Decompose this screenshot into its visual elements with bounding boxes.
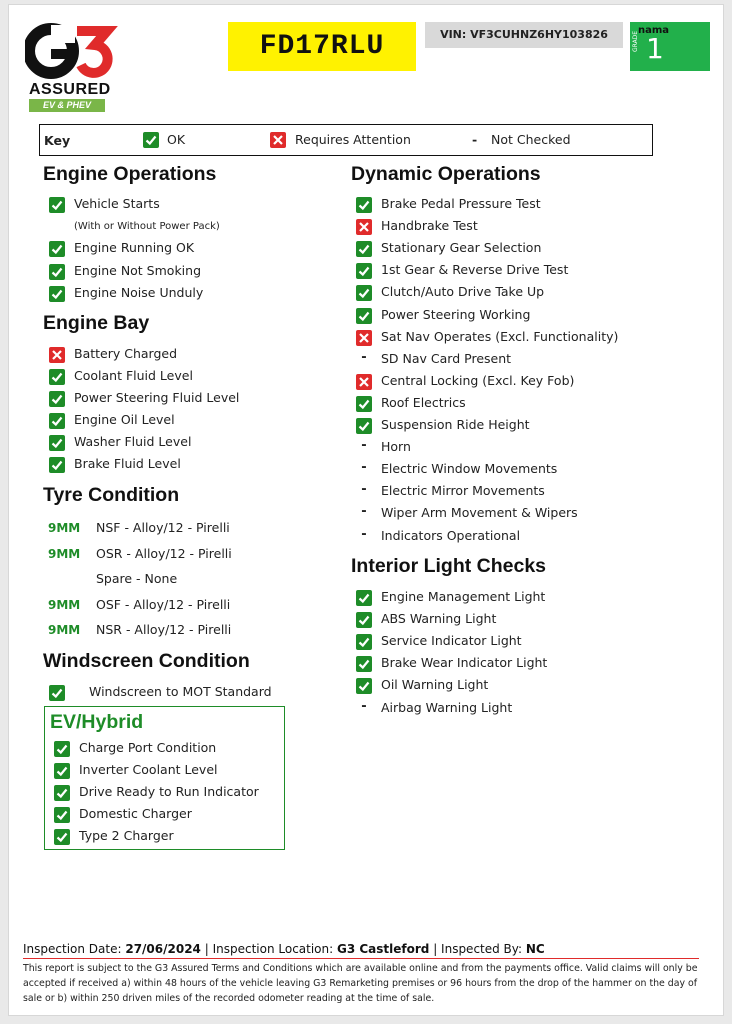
check-icon bbox=[49, 197, 65, 213]
check-icon bbox=[356, 308, 372, 324]
check-item-label: Brake Fluid Level bbox=[74, 456, 181, 471]
check-item-label: Vehicle Starts bbox=[74, 196, 160, 211]
cross-icon bbox=[356, 374, 372, 390]
check-icon bbox=[356, 634, 372, 650]
inspection-date: 27/06/2024 bbox=[125, 942, 201, 956]
check-icon bbox=[356, 612, 372, 628]
check-icon bbox=[49, 435, 65, 451]
key-attention: Requires Attention bbox=[295, 132, 411, 147]
check-item-label: Inverter Coolant Level bbox=[79, 762, 218, 778]
logo-assured-text: ASSURED bbox=[29, 81, 111, 98]
check-icon bbox=[54, 741, 70, 757]
check-item-label: Power Steering Working bbox=[381, 306, 531, 322]
check-item-label: 1st Gear & Reverse Drive Test bbox=[381, 262, 569, 278]
check-icon bbox=[49, 241, 65, 257]
cross-icon bbox=[356, 330, 372, 346]
tyre-description: Spare - None bbox=[96, 571, 178, 586]
date-label: Inspection Date: bbox=[23, 942, 126, 956]
vin-number: VIN: VF3CUHNZ6HY103826 bbox=[425, 22, 623, 48]
check-item-label: Suspension Ride Height bbox=[381, 417, 530, 432]
tyre-description: NSR - Alloy/12 - Pirelli bbox=[96, 622, 232, 637]
check-item-label: Power Steering Fluid Level bbox=[74, 390, 240, 405]
check-item-label: Oil Warning Light bbox=[381, 677, 489, 693]
dash-icon: - bbox=[361, 349, 367, 365]
check-icon bbox=[54, 807, 70, 823]
check-icon bbox=[49, 413, 65, 429]
tyre-description: OSR - Alloy/12 - Pirelli bbox=[96, 546, 232, 561]
check-icon bbox=[356, 590, 372, 606]
dash-icon: - bbox=[361, 698, 367, 714]
check-item-label: SD Nav Card Present bbox=[381, 350, 512, 366]
check-icon bbox=[54, 829, 70, 845]
tyre-tread-depth: 9MM bbox=[48, 521, 81, 535]
dash-icon: - bbox=[361, 526, 367, 542]
check-icon bbox=[49, 685, 65, 701]
location-label: | Inspection Location: bbox=[200, 942, 337, 956]
dash-icon: - bbox=[361, 460, 367, 476]
check-item-label: Washer Fluid Level bbox=[74, 434, 192, 449]
check-item-label: Indicators Operational bbox=[381, 527, 521, 543]
check-item-label: Brake Wear Indicator Light bbox=[381, 655, 548, 671]
dynamic-operations-title: Dynamic Operations bbox=[351, 163, 541, 185]
check-icon bbox=[54, 785, 70, 801]
cross-icon bbox=[270, 132, 286, 148]
check-icon bbox=[49, 264, 65, 280]
check-item-label: Wiper Arm Movement & Wipers bbox=[381, 505, 578, 521]
check-icon bbox=[356, 656, 372, 672]
check-item-label: ABS Warning Light bbox=[381, 611, 497, 627]
check-item-label: Domestic Charger bbox=[79, 806, 192, 822]
check-item-label: Airbag Warning Light bbox=[381, 699, 513, 715]
check-icon bbox=[49, 457, 65, 473]
dash-icon: - bbox=[361, 438, 367, 454]
check-item-label: Service Indicator Light bbox=[381, 633, 522, 649]
check-item-label: Engine Not Smoking bbox=[74, 262, 202, 278]
check-item-label: Central Locking (Excl. Key Fob) bbox=[381, 372, 575, 388]
check-icon bbox=[49, 391, 65, 407]
check-item-label: Sat Nav Operates (Excl. Functionality) bbox=[381, 328, 619, 344]
grade-label: GRADE bbox=[632, 30, 639, 52]
check-item-label: Handbrake Test bbox=[381, 218, 478, 234]
check-icon bbox=[356, 678, 372, 694]
check-icon bbox=[143, 132, 159, 148]
check-icon bbox=[54, 763, 70, 779]
ev-hybrid-title: EV/Hybrid bbox=[50, 711, 144, 733]
tyre-condition-title: Tyre Condition bbox=[43, 484, 180, 506]
check-icon bbox=[356, 285, 372, 301]
check-item-label: Coolant Fluid Level bbox=[74, 368, 193, 383]
dash-icon: - bbox=[472, 132, 478, 147]
key-label: Key bbox=[44, 133, 71, 148]
check-icon bbox=[49, 286, 65, 302]
terms-text: This report is subject to the G3 Assured Terms and Conditions which are available online and from the payments office. Valid claims will only be accepted if received a) within 48 hours of the vehicle leaving G3 Remarketing premises or 96 hours from the drop of the hammer on the day of sale or b) within 250 driven miles of the recorded odometer reading at the time of sale. bbox=[23, 963, 698, 1004]
nama-grade-badge bbox=[630, 22, 710, 71]
tyre-tread-depth: 9MM bbox=[48, 598, 81, 612]
registration-plate: FD17RLU bbox=[228, 22, 416, 71]
inspector: NC bbox=[525, 942, 545, 956]
grade-org: nama bbox=[638, 25, 670, 36]
check-icon bbox=[356, 197, 372, 213]
check-item-label: Brake Pedal Pressure Test bbox=[381, 196, 541, 211]
tyre-tread-depth: 9MM bbox=[48, 547, 81, 561]
check-item-label: (With or Without Power Pack) bbox=[74, 221, 220, 233]
check-item-label: Engine Management Light bbox=[381, 589, 546, 604]
cross-icon bbox=[356, 219, 372, 235]
check-icon bbox=[356, 418, 372, 434]
interior-lights-title: Interior Light Checks bbox=[351, 555, 547, 577]
key-not-checked: Not Checked bbox=[491, 132, 571, 147]
check-item-label: Windscreen to MOT Standard bbox=[89, 684, 272, 699]
footer-divider bbox=[23, 958, 699, 959]
tyre-description: OSF - Alloy/12 - Pirelli bbox=[96, 597, 231, 612]
key-ok: OK bbox=[167, 132, 186, 147]
inspection-report bbox=[8, 4, 724, 1016]
cross-icon bbox=[49, 347, 65, 363]
check-icon bbox=[356, 263, 372, 279]
check-item-label: Battery Charged bbox=[74, 346, 178, 361]
engine-operations-title: Engine Operations bbox=[43, 163, 217, 185]
ev-hybrid-section bbox=[44, 706, 285, 850]
check-item-label: Type 2 Charger bbox=[79, 828, 174, 844]
check-item-label: Charge Port Condition bbox=[79, 740, 217, 755]
check-item-label: Engine Oil Level bbox=[74, 412, 175, 427]
check-item-label: Horn bbox=[381, 439, 411, 455]
check-item-label: Clutch/Auto Drive Take Up bbox=[381, 284, 545, 300]
check-item-label: Electric Mirror Movements bbox=[381, 483, 545, 499]
check-item-label: Engine Running OK bbox=[74, 240, 195, 256]
check-item-label: Roof Electrics bbox=[381, 394, 466, 410]
dash-icon: - bbox=[361, 504, 367, 520]
tyre-tread-depth: 9MM bbox=[48, 623, 81, 637]
check-icon bbox=[49, 369, 65, 385]
check-icon bbox=[356, 396, 372, 412]
dash-icon: - bbox=[361, 482, 367, 498]
status-key bbox=[39, 124, 653, 156]
check-item-label: Electric Window Movements bbox=[381, 461, 558, 477]
tyre-description: NSF - Alloy/12 - Pirelli bbox=[96, 520, 230, 535]
g3-assured-logo bbox=[25, 21, 119, 111]
check-item-label: Engine Noise Unduly bbox=[74, 284, 204, 300]
check-item-label: Stationary Gear Selection bbox=[381, 240, 542, 256]
grade-value: 1 bbox=[646, 32, 664, 65]
inspection-summary bbox=[23, 942, 545, 956]
engine-bay-title: Engine Bay bbox=[43, 312, 150, 334]
check-icon bbox=[356, 241, 372, 257]
g3-logo-mark bbox=[25, 21, 119, 81]
inspection-location: G3 Castleford bbox=[336, 942, 430, 956]
inspector-label: | Inspected By: bbox=[429, 942, 526, 956]
windscreen-title: Windscreen Condition bbox=[43, 650, 250, 672]
check-item-label: Drive Ready to Run Indicator bbox=[79, 784, 259, 800]
logo-ev-phev-badge: EV & PHEV bbox=[29, 99, 105, 112]
